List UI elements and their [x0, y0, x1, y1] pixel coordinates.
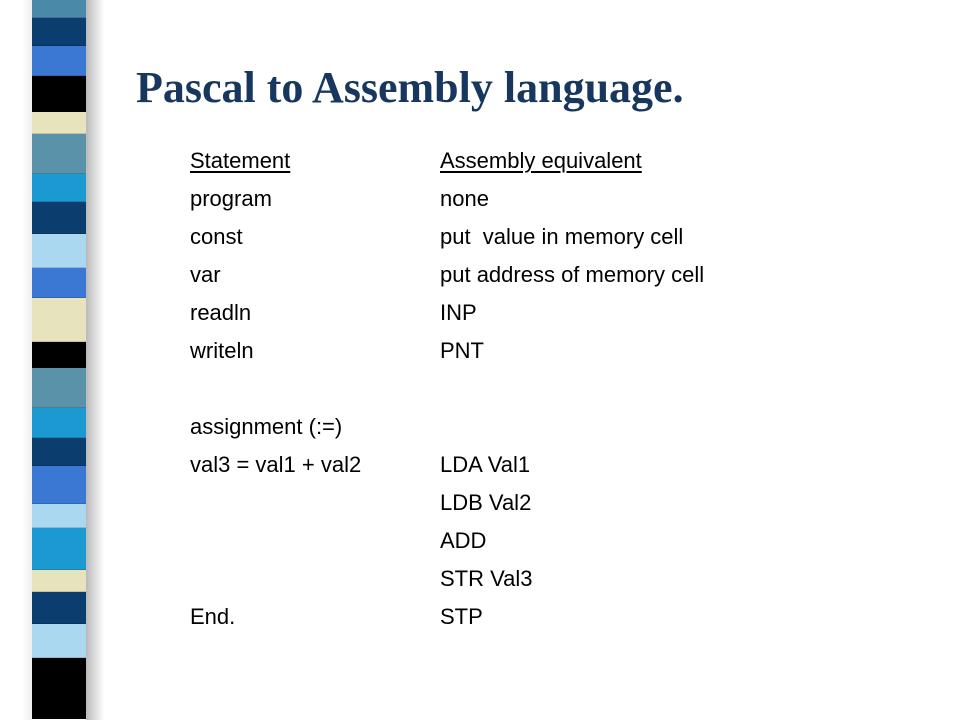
- stripe-segment: [32, 466, 86, 504]
- stripe-segment: [32, 528, 86, 570]
- stripe-segment: [32, 202, 86, 234]
- statement-cell: writeln: [190, 338, 254, 363]
- statement-cell: readln: [190, 300, 252, 325]
- stripe-segment: [32, 368, 86, 408]
- statement-cell: assignment (:=): [190, 414, 343, 439]
- stripe-bar-shadow: [86, 0, 104, 720]
- statement-cell: program: [190, 186, 272, 211]
- stripe-segment: [32, 18, 86, 46]
- assembly-column-header: Assembly equivalent: [440, 148, 642, 173]
- stripe-segment: [32, 408, 86, 438]
- statement-cell: const: [190, 224, 243, 249]
- stripe-segment: [32, 174, 86, 202]
- stripe-segment: [32, 46, 86, 76]
- stripe-segment: [32, 234, 86, 268]
- stripe-segment: [32, 570, 86, 592]
- stripe-bar-left-shadow: [22, 0, 32, 720]
- stripe-segment: [32, 342, 86, 368]
- stripe-segment: [32, 0, 86, 18]
- assembly-cell: put value in memory cell: [440, 224, 684, 249]
- stripe-segment: [32, 76, 86, 112]
- stripe-segment: [32, 658, 86, 719]
- stripe-segment: [32, 438, 86, 466]
- decorative-stripe-bar: [32, 0, 86, 720]
- statement-cell: var: [190, 262, 221, 287]
- stripe-segment: [32, 298, 86, 342]
- stripe-segment: [32, 112, 86, 134]
- stripe-segment: [32, 504, 86, 528]
- assembly-cell: INP: [440, 300, 477, 325]
- assembly-cell: LDB Val2: [440, 490, 532, 515]
- assembly-cell: ADD: [440, 528, 487, 553]
- assembly-cell: PNT: [440, 338, 484, 363]
- stripe-segment: [32, 624, 86, 658]
- assembly-cell: none: [440, 186, 489, 211]
- statement-column-header: Statement: [190, 148, 291, 173]
- slide-title: Pascal to Assembly language.: [136, 63, 684, 112]
- statement-cell: val3 = val1 + val2: [190, 452, 362, 477]
- assembly-cell: STR Val3: [440, 566, 533, 591]
- stripe-segment: [32, 592, 86, 624]
- assembly-cell: LDA Val1: [440, 452, 531, 477]
- stripe-segment: [32, 134, 86, 174]
- statement-cell: End.: [190, 604, 236, 629]
- stripe-segment: [32, 268, 86, 298]
- assembly-cell: put address of memory cell: [440, 262, 705, 287]
- assembly-cell: STP: [440, 604, 483, 629]
